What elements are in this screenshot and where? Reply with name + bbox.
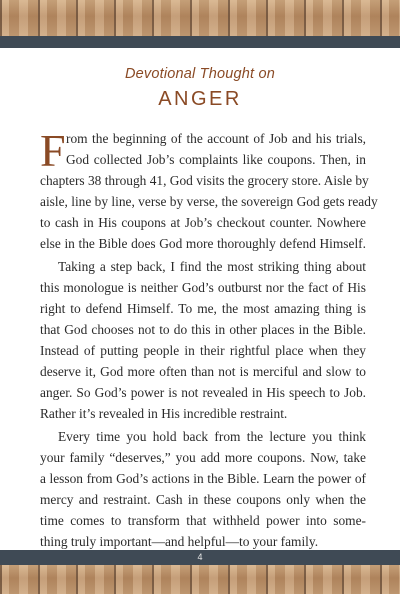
text-line: deserve it, God more often than not is merciful and slow to [40,364,366,379]
text-line: mercy and restraint. Cash in these coupons only when the [40,492,366,507]
drop-cap: F [40,125,66,176]
text-line: anger. So God’s power is not revealed in His speech to Job. [40,385,366,400]
page-subtitle: Devotional Thought on [124,66,276,82]
text-line: this monologue is neither God’s outburst nor the fact of His [40,280,366,295]
text-line: Rather it’s revealed in His incredible restraint. [40,406,288,421]
paragraph-1 [40,125,378,254]
article-body [40,125,378,552]
text-line: rom the beginning of the account of Job and his trials, [66,131,366,146]
text-line: Every time you hold back from the lecture you think [58,429,366,444]
text-line: God collected Job’s complaints like coupons. Then, in [66,152,366,167]
text-line: your family “deserves,” you add more coupons. Now, take [40,450,366,465]
text-line: chapters 38 through 41, God visits the grocery store. Aisle by [40,173,369,188]
text-line: Instead of putting people in their rightful place when they [40,343,366,358]
text-line: right to defend Himself. To me, the most amazing thing is [40,301,366,316]
text-line: that God chooses not to do this in other places in the Bible. [40,322,366,337]
text-line: a lesson from God’s actions in the Bible. Learn the power of [40,471,366,486]
text-line: else in the Bible does God more thoroughly defend Himself. [40,236,366,251]
text-line: to cash in His coupons at Job’s checkout counter. Nowhere [40,215,366,230]
paragraph-3 [40,426,366,552]
wood-border-top [0,0,400,36]
text-line: thing truly important—and helpful—to your family. [40,534,319,549]
page-number: 4 [197,552,203,562]
paragraph-2 [40,256,366,424]
wood-border-bottom [0,565,400,594]
header-band [0,36,400,48]
text-line: Taking a step back, I find the most striking thing about [58,259,366,274]
text-line: aisle, line by line, verse by verse, the sovereign God gets ready [40,194,378,209]
page-title: ANGER [158,88,242,110]
text-line: time comes to transform that withheld power into some- [40,513,366,528]
